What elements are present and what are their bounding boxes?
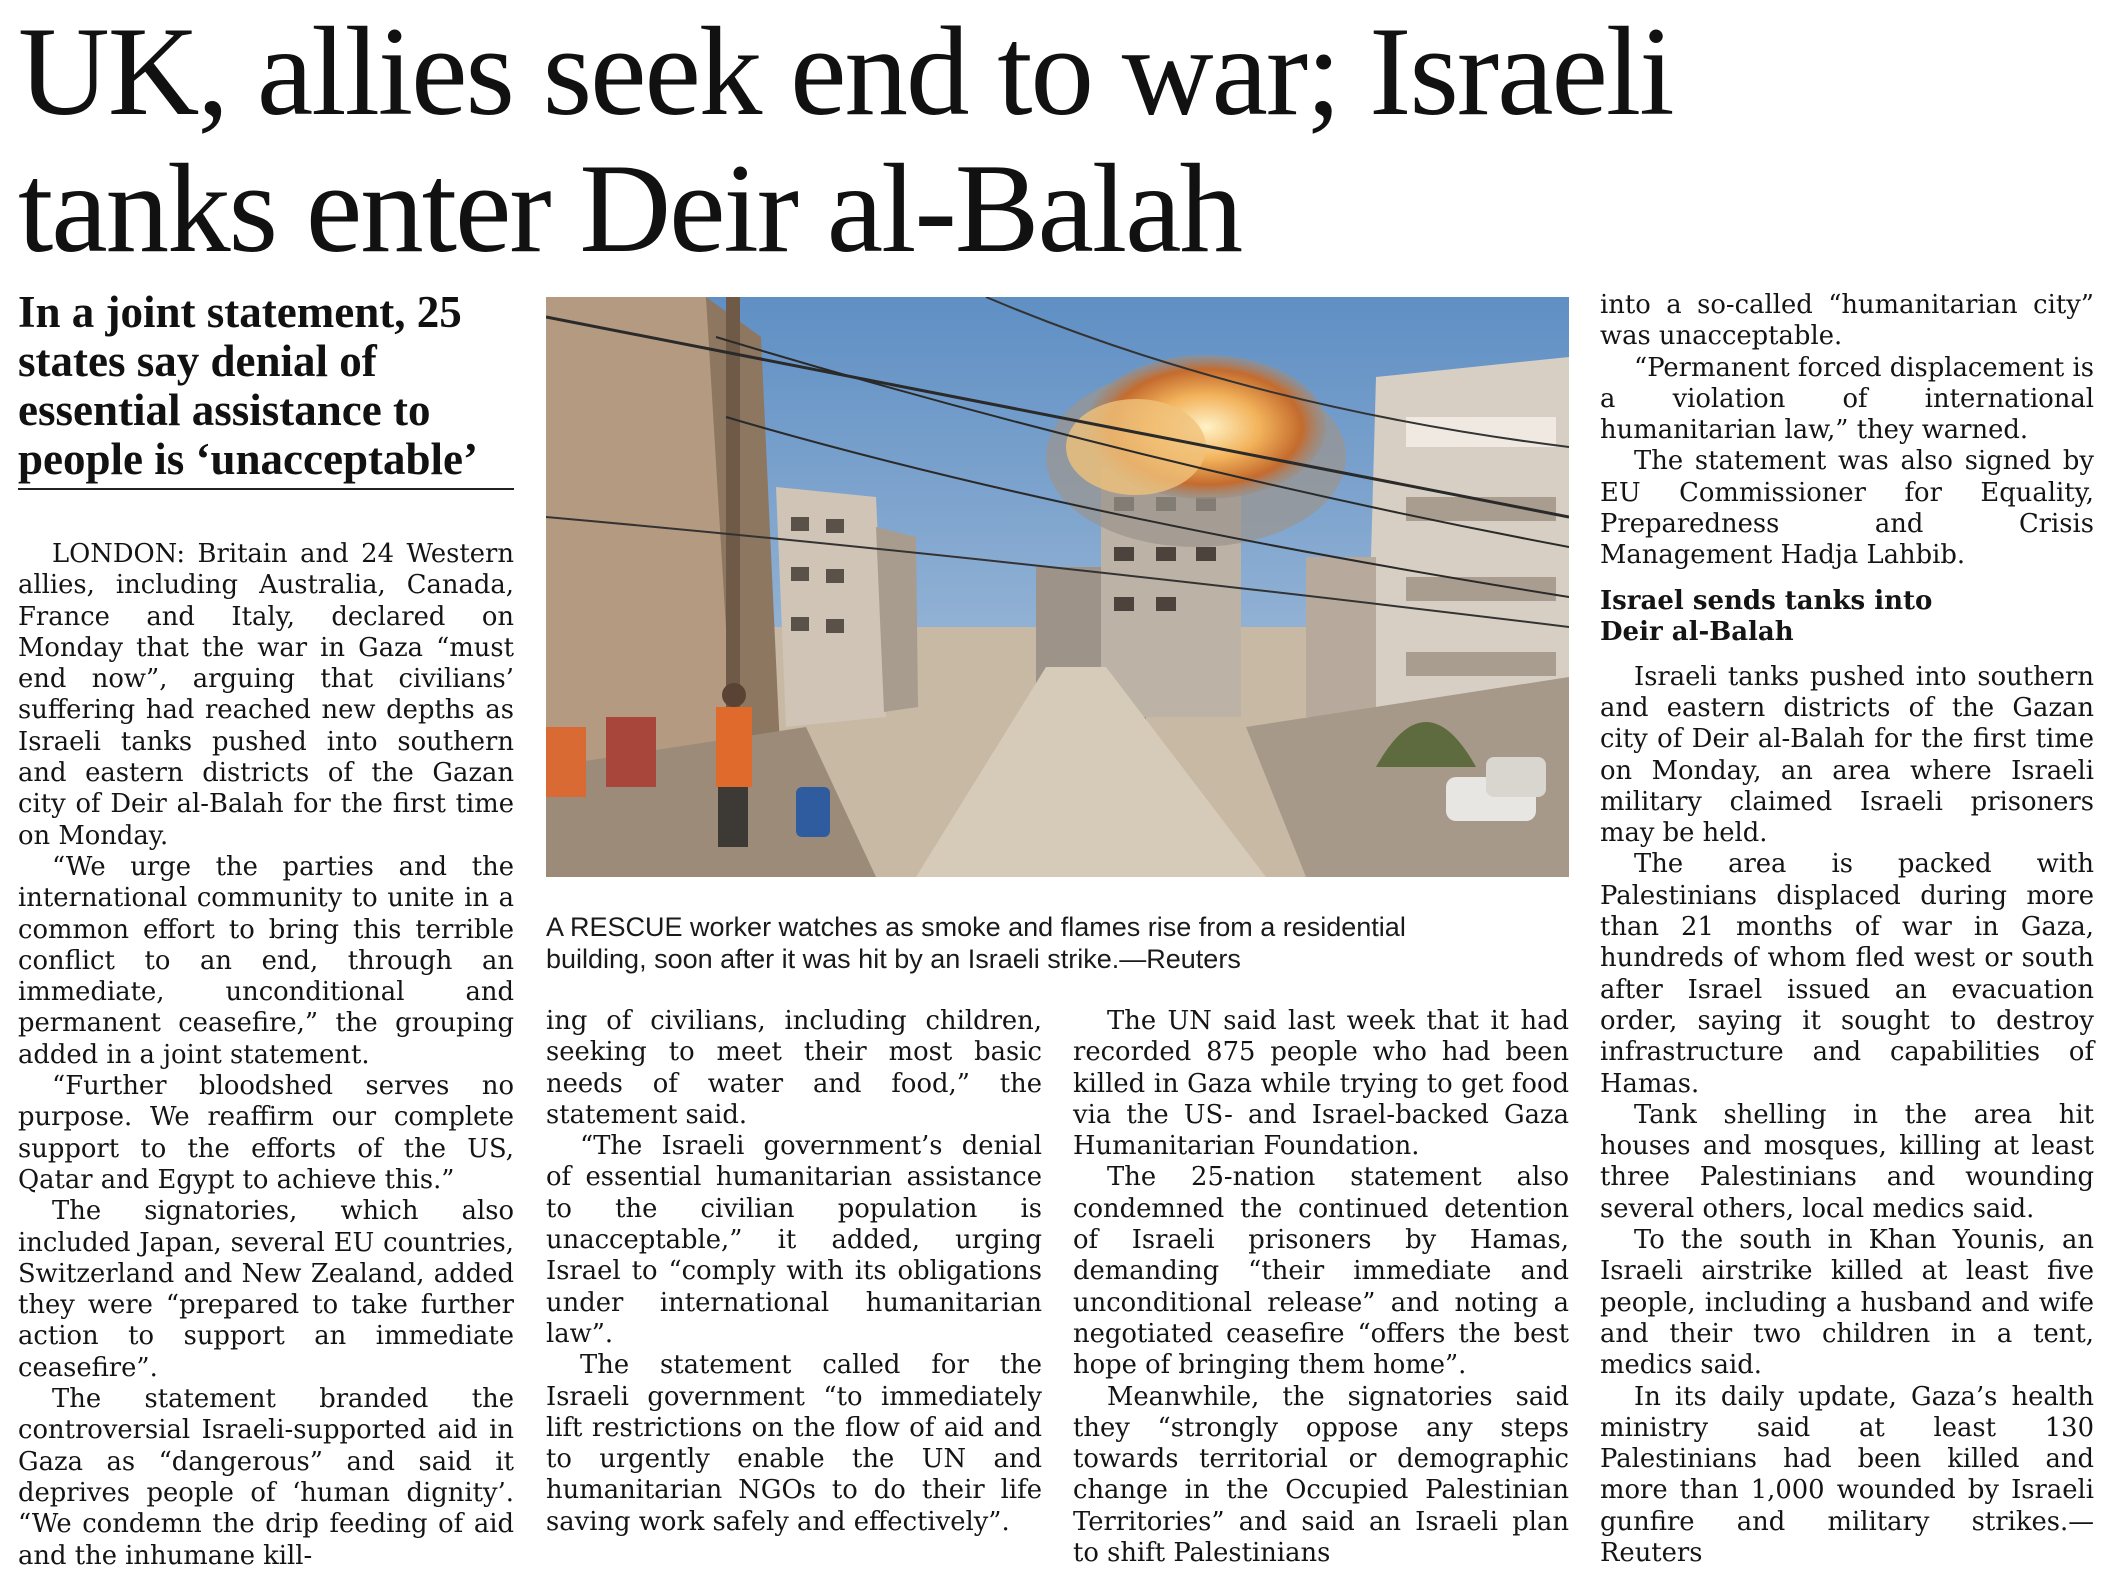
deck-line-3: essential assistance to [18,385,431,435]
subhead-line-1: Israel sends tanks into [1600,585,1933,616]
caption-line-2: building, soon after it was hit by an Israeli strike.—Reuters [546,944,1241,974]
article-paragraph: To the south in Khan Younis, an Israeli airstrike killed at least five people, including a husband and wife and their two children in a tent, medics said. [1600,1225,2094,1381]
news-photo [546,297,1569,877]
article-paragraph: Meanwhile, the signatories said they “strongly oppose any steps towards territorial or demographic change in the Occupied Palestinian Territories” and said an Israeli plan to shift Palestinians [1073,1381,1569,1569]
article-paragraph: The UN said last week that it had recorded 875 people who had been killed in Gaza while trying to get food via the US- and Israel-backed Gaza Humanitarian Foundation. [1073,1006,1569,1162]
subhead-line-2: Deir al-Balah [1600,616,1794,647]
article-paragraph: “We urge the parties and the international community to unite in a common effort to bring this terrible conflict to an end, through an immediate, unconditional and permanent ceasefire,” the grouping added in a joint statement. [18,851,514,1070]
article-column-4 [1600,290,2094,1575]
article-paragraph: “The Israeli government’s denial of essential humanitarian assistance to the civilian population is unacceptable,” it added, urging Israel to “comply with its obligations under international humanitarian law”. [546,1131,1042,1349]
article-paragraph: “Permanent forced displacement is a violation of international humanitarian law,” they warned. [1600,352,2094,446]
airstrike-street-image [546,297,1569,877]
deck-line-4: people is ‘unacceptable’ [18,434,478,484]
deck-line-1: In a joint statement, 25 [18,287,462,337]
article-paragraph: Tank shelling in the area hit houses and mosques, killing at least three Palestinians and wounding several others, local medics said. [1600,1099,2094,1224]
deck [18,288,514,484]
headline-line-2: tanks enter Deir al-Balah [18,139,1241,279]
article-column-2 [546,1006,1042,1575]
article-paragraph: ing of civilians, including children, seeking to meet their most basic needs of water and food,” the statement said. [546,1006,1042,1130]
article-paragraph: The statement branded the controversial Israeli-supported aid in Gaza as “dangerous” and said it deprives people of ‘human dignity’. “We condemn the drip feeding of aid and the inhumane kill- [18,1384,514,1571]
section-subhead [1600,586,2094,648]
article-paragraph: In its daily update, Gaza’s health ministry said at least 130 Palestinians had been killed and more than 1,000 wounded by Israeli gunfire and military strikes.—Reuters [1600,1381,2094,1568]
article-column-1 [18,539,514,1575]
deck-divider [18,488,514,490]
headline [18,4,2088,278]
article-paragraph: into a so-called “humanitarian city” was unacceptable. [1600,290,2094,352]
article-paragraph: “Further bloodshed serves no purpose. We reaffirm our complete support to the efforts of the US, Qatar and Egypt to achieve this.” [18,1071,514,1195]
article-paragraph: The statement was also signed by EU Commissioner for Equality, Preparedness and Crisis Management Hadja Lahbib. [1600,446,2094,571]
article-paragraph: The statement called for the Israeli government “to immediately lift restrictions on the flow of aid and to urgently enable the UN and humanitarian NGOs to do their life saving work safely and effectively”. [546,1350,1042,1537]
article-paragraph: LONDON: Britain and 24 Western allies, including Australia, Canada, France and Italy, declared on Monday that the war in Gaza “must end now”, arguing that civilians’ suffering had reached new depths as Israeli tanks pushed into southern and eastern districts of the Gazan city of Deir al-Balah for the first time on Monday. [18,539,514,851]
caption-line-1: A RESCUE worker watches as smoke and flames rise from a residential [546,912,1406,942]
deck-line-2: states say denial of [18,336,377,386]
article-paragraph: Israeli tanks pushed into southern and eastern districts of the Gazan city of Deir al-Balah for the first time on Monday, an area where Israeli military claimed Israeli prisoners may be held. [1600,661,2094,849]
article-column-3 [1073,1006,1569,1575]
article-paragraph: The signatories, which also included Japan, several EU countries, Switzerland and New Zealand, added they were “prepared to take further action to support an immediate ceasefire”. [18,1196,514,1383]
headline-line-1: UK, allies seek end to war; Israeli [18,2,1673,142]
article-paragraph: The area is packed with Palestinians displaced during more than 21 months of war in Gaza, hundreds of whom fled west or south after Israel issued an evacuation order, saying it sought to destroy infrastructure and capabilities of Hamas. [1600,849,2094,1099]
photo-caption [546,911,1586,975]
article-paragraph: The 25-nation statement also condemned the continued detention of Israeli prisoners by Hamas, demanding “their immediate and unconditional release” and noting a negotiated ceasefire “offers the best hope of bringing them home”. [1073,1162,1569,1381]
